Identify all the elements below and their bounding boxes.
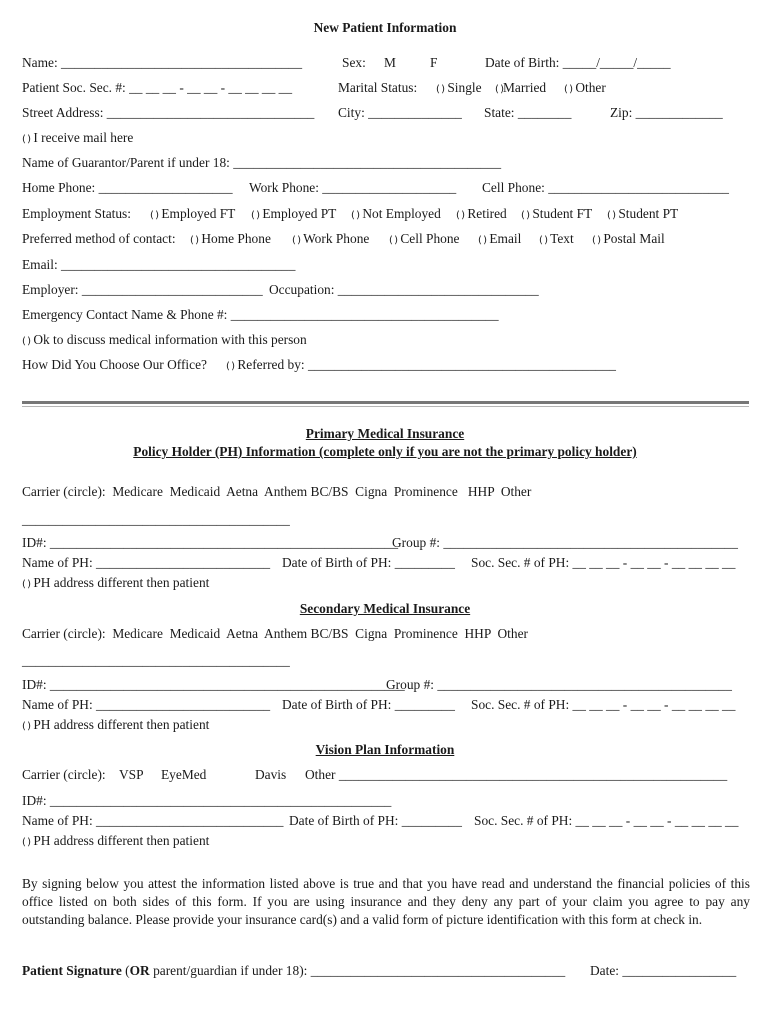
primary-carrier-options[interactable]: Carrier (circle): Medicare Medicaid Aetna Anthem BC/BS Cigna Prominence HHP Other (22, 484, 532, 499)
contact-option[interactable] (592, 231, 665, 249)
vision-ph-name-field[interactable]: Name of PH: ____________________________ (22, 813, 284, 828)
choose-office-label: How Did You Choose Our Office? (22, 357, 207, 372)
sex-label: Sex: (342, 55, 366, 70)
radio-icon: ( ) (564, 84, 572, 95)
primary-ph-address-label: PH address different then patient (33, 575, 210, 590)
patient-signature-field[interactable] (22, 963, 565, 979)
radio-icon: ( ) (607, 210, 615, 221)
vision-carrier-eyemed[interactable]: EyeMed (161, 767, 207, 782)
signature-or: OR (129, 963, 150, 978)
radio-icon: ( ) (150, 210, 158, 221)
employment-status-label: Employment Status: (22, 206, 131, 221)
radio-icon: ( ) (478, 235, 486, 246)
contact-option-label: Email (489, 231, 522, 246)
radio-icon: ( ) (22, 134, 30, 145)
referred-by-field[interactable] (226, 357, 616, 375)
contact-option[interactable] (389, 231, 459, 249)
marital-married-label: Married (502, 80, 547, 95)
radio-icon: ( ) (521, 210, 529, 221)
ok-to-discuss-checkbox[interactable] (22, 332, 307, 350)
vision-carrier-davis[interactable]: Davis (255, 767, 287, 782)
employment-option[interactable] (607, 206, 678, 224)
contact-option-label: Home Phone (201, 231, 271, 246)
secondary-carrier-other-field[interactable]: ________________________________________ (22, 653, 290, 668)
marital-other-label: Other (575, 80, 606, 95)
sex-option-f[interactable]: F (430, 55, 438, 70)
work-phone-field[interactable]: Work Phone: ____________________ (249, 180, 457, 195)
secondary-ph-ssn-field[interactable]: Soc. Sec. # of PH: __ __ __ - __ __ - __ __ __ __ (471, 697, 736, 712)
signature-rest: parent/guardian if under 18): ______________________________________ (149, 963, 566, 978)
contact-option-label: Text (550, 231, 574, 246)
marital-married-option[interactable] (495, 80, 546, 98)
primary-insurance-heading: Primary Medical Insurance (305, 426, 465, 441)
secondary-ph-dob-field[interactable]: Date of Birth of PH: _________ (282, 697, 455, 712)
employment-option-label: Employed PT (262, 206, 337, 221)
employment-option[interactable] (456, 206, 507, 224)
employment-option[interactable] (351, 206, 441, 224)
vision-ph-dob-field[interactable]: Date of Birth of PH: _________ (289, 813, 462, 828)
mail-here-checkbox[interactable] (22, 130, 133, 148)
radio-icon: ( ) (592, 235, 600, 246)
employment-option-label: Student PT (618, 206, 679, 221)
contact-option[interactable] (190, 231, 271, 249)
primary-id-field[interactable]: ID#: ____________________________________________________ (22, 535, 399, 550)
employment-option-label: Not Employed (362, 206, 441, 221)
section-divider (22, 401, 749, 404)
primary-insurance-subheading: Policy Holder (PH) Information (complete only if you are not the primary policy holder) (133, 444, 637, 459)
vision-ph-address-label: PH address different then patient (33, 833, 210, 848)
radio-icon: ( ) (251, 210, 259, 221)
contact-option-label: Postal Mail (603, 231, 665, 246)
radio-icon: ( ) (351, 210, 359, 221)
radio-icon: ( ) (22, 579, 30, 590)
attestation-paragraph: By signing below you attest the information listed above is true and that you have read and understand the financial policies of this office listed on both sides of this form. If you are using insurance and they deny any part of your claim you agree to pay any outstanding balance. Please provide your insurance card(s) and a valid form of picture identification with this form at check in. (22, 876, 750, 927)
sex-option-m[interactable]: M (384, 55, 396, 70)
city-field[interactable]: City: ______________ (338, 105, 462, 120)
vision-ph-address-checkbox[interactable] (22, 833, 209, 851)
contact-option-label: Cell Phone (400, 231, 460, 246)
secondary-ph-address-label: PH address different then patient (33, 717, 210, 732)
primary-ph-address-checkbox[interactable] (22, 575, 209, 593)
marital-single-option[interactable] (436, 80, 482, 98)
marital-single-label: Single (447, 80, 482, 95)
radio-icon: ( ) (539, 235, 547, 246)
preferred-contact-label: Preferred method of contact: (22, 231, 176, 246)
vision-plan-heading: Vision Plan Information (315, 742, 455, 757)
zip-field[interactable]: Zip: _____________ (610, 105, 723, 120)
employment-option[interactable] (521, 206, 592, 224)
home-phone-field[interactable]: Home Phone: ____________________ (22, 180, 233, 195)
email-field[interactable]: Email: ___________________________________ (22, 257, 296, 272)
primary-ph-dob-field[interactable]: Date of Birth of PH: _________ (282, 555, 455, 570)
signature-date-field[interactable]: Date: _________________ (590, 963, 737, 978)
vision-ph-ssn-field[interactable]: Soc. Sec. # of PH: __ __ __ - __ __ - __ __ __ __ (474, 813, 739, 828)
patient-ssn-field[interactable]: Patient Soc. Sec. #: __ __ __ - __ __ - __ __ __ __ (22, 80, 293, 95)
contact-option[interactable] (292, 231, 369, 249)
radio-icon: ( ) (292, 235, 300, 246)
date-of-birth-field[interactable]: Date of Birth: _____/_____/_____ (485, 55, 671, 70)
employment-option-label: Retired (467, 206, 507, 221)
signature-label: Patient Signature (22, 963, 122, 978)
signature-paren: ( (121, 963, 130, 978)
patient-name-field[interactable]: Name: ____________________________________ (22, 55, 303, 70)
primary-ph-ssn-field[interactable]: Soc. Sec. # of PH: __ __ __ - __ __ - __ __ __ __ (471, 555, 736, 570)
radio-icon: ( ) (456, 210, 464, 221)
primary-group-field[interactable]: Group #: ____________________________________________ (392, 535, 738, 550)
contact-option[interactable] (478, 231, 521, 249)
street-address-field[interactable]: Street Address: _______________________________ (22, 105, 315, 120)
ok-to-discuss-label: Ok to discuss medical information with this person (33, 332, 307, 347)
radio-icon: ( ) (190, 235, 198, 246)
primary-ph-name-field[interactable]: Name of PH: __________________________ (22, 555, 271, 570)
referred-by-label: Referred by: ______________________________________________ (237, 357, 616, 372)
radio-icon: ( ) (22, 837, 30, 848)
section-divider-thin (22, 406, 749, 407)
occupation-field[interactable]: Occupation: ______________________________ (269, 282, 539, 297)
vision-carrier-other-field[interactable]: Other __________________________________________________________ (305, 767, 728, 782)
employment-option-label: Employed FT (161, 206, 236, 221)
vision-id-field[interactable]: ID#: ___________________________________________________ (22, 793, 392, 808)
employer-field[interactable]: Employer: ___________________________ (22, 282, 263, 297)
employment-option-label: Student FT (532, 206, 593, 221)
cell-phone-field[interactable]: Cell Phone: ___________________________ (482, 180, 729, 195)
vision-carrier-vsp[interactable]: VSP (119, 767, 144, 782)
employment-option[interactable] (150, 206, 235, 224)
radio-icon: ( ) (226, 361, 234, 372)
secondary-carrier-options[interactable]: Carrier (circle): Medicare Medicaid Aetna Anthem BC/BS Cigna Prominence HHP Other (22, 626, 528, 641)
secondary-group-field[interactable]: Group #: ____________________________________________ (386, 677, 732, 692)
marital-other-option[interactable] (564, 80, 606, 98)
contact-option[interactable] (539, 231, 574, 249)
radio-icon: ( ) (389, 235, 397, 246)
employment-option[interactable] (251, 206, 336, 224)
state-field[interactable]: State: ________ (484, 105, 572, 120)
primary-carrier-other-field[interactable]: ________________________________________ (22, 512, 290, 527)
radio-icon: ( ) (22, 336, 30, 347)
marital-status-label: Marital Status: (338, 80, 418, 95)
guarantor-field[interactable]: Name of Guarantor/Parent if under 18: ________________________________________ (22, 155, 502, 170)
contact-option-label: Work Phone (303, 231, 370, 246)
secondary-insurance-heading: Secondary Medical Insurance (299, 601, 471, 616)
secondary-ph-name-field[interactable]: Name of PH: __________________________ (22, 697, 271, 712)
mail-here-label: I receive mail here (33, 130, 134, 145)
radio-icon: ( ) (436, 84, 444, 95)
page-title: New Patient Information (313, 20, 457, 35)
secondary-ph-address-checkbox[interactable] (22, 717, 209, 735)
radio-icon: ( ) (22, 721, 30, 732)
emergency-contact-field[interactable]: Emergency Contact Name & Phone #: ________________________________________ (22, 307, 499, 322)
vision-carrier-label: Carrier (circle): (22, 767, 106, 782)
radio-icon: ( ) (495, 84, 503, 95)
secondary-id-field[interactable]: ID#: _____________________________________________________ (22, 677, 405, 692)
